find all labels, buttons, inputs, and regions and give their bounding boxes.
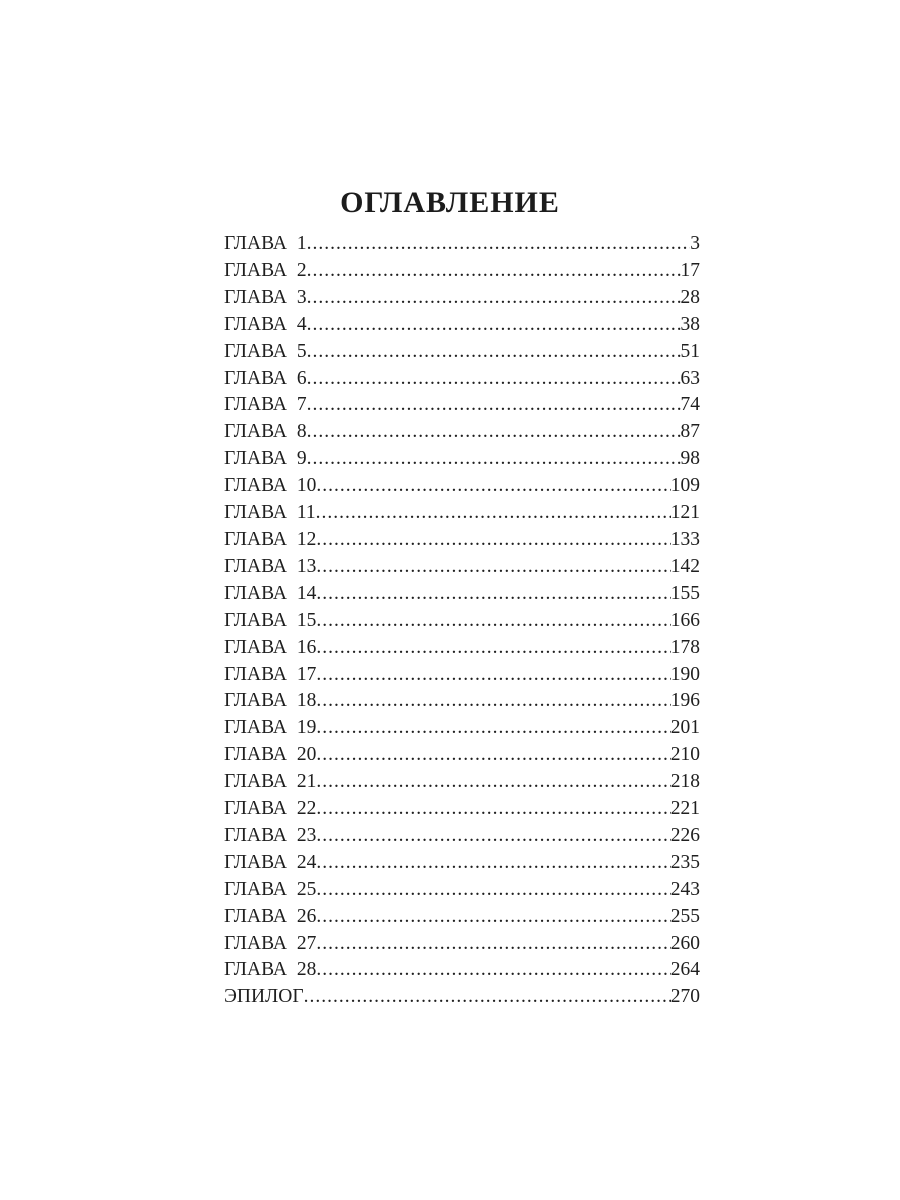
toc-entry-page-number: 166: [670, 609, 700, 631]
toc-entry-label: ГЛАВА 6: [224, 367, 307, 389]
toc-row: [224, 796, 700, 823]
toc-row: [224, 339, 700, 366]
dot-leader: [316, 850, 670, 877]
toc-entry-page-number: 63: [680, 367, 700, 389]
toc-row: [224, 823, 700, 850]
dot-leader: [307, 312, 681, 339]
toc-entry-label: ЭПИЛОГ: [224, 986, 304, 1008]
toc-row: [224, 877, 700, 904]
dot-leader: [316, 608, 670, 635]
toc-entry-label: ГЛАВА 23: [224, 824, 317, 846]
dot-leader: [316, 473, 670, 500]
toc-entry-label: ГЛАВА 26: [224, 905, 317, 927]
toc-row: [224, 931, 700, 958]
toc-row: [224, 635, 700, 662]
dot-leader: [316, 957, 670, 984]
dot-leader: [307, 285, 681, 312]
toc-row: [224, 258, 700, 285]
toc-entry-label: ГЛАВА 27: [224, 932, 317, 954]
dot-leader: [316, 742, 670, 769]
toc-entry-label: ГЛАВА 4: [224, 313, 307, 335]
dot-leader: [316, 554, 670, 581]
toc-entry-label: ГЛАВА 12: [224, 528, 317, 550]
toc-entry-label: ГЛАВА 2: [224, 259, 307, 281]
toc-entry-label: ГЛАВА 1: [224, 233, 307, 254]
toc-entry-page-number: 270: [670, 986, 700, 1008]
toc-entry-page-number: 221: [670, 798, 700, 820]
toc-row: [224, 608, 700, 635]
toc-entry-label: ГЛАВА 14: [224, 582, 317, 604]
toc-row: [224, 957, 700, 984]
toc-entry-label: ГЛАВА 18: [224, 690, 317, 712]
toc-entry-page-number: 201: [670, 717, 700, 739]
toc-entry-label: ГЛАВА 15: [224, 609, 317, 631]
toc-row: [224, 904, 700, 931]
dot-leader: [316, 581, 670, 608]
toc-entry-page-number: 260: [670, 932, 700, 954]
toc-entry-label: ГЛАВА 25: [224, 878, 317, 900]
toc-entry-page-number: 190: [670, 663, 700, 685]
table-of-contents: [224, 231, 700, 1011]
dot-leader: [316, 769, 670, 796]
toc-entry-label: ГЛАВА 17: [224, 663, 317, 685]
dot-leader: [316, 931, 670, 958]
toc-entry-page-number: 121: [670, 502, 700, 524]
toc-entry-label: ГЛАВА 28: [224, 959, 317, 981]
toc-row: [224, 984, 700, 1011]
dot-leader: [307, 339, 681, 366]
toc-entry-page-number: 196: [670, 690, 700, 712]
toc-entry-label: ГЛАВА 20: [224, 744, 317, 766]
toc-row: [224, 850, 700, 877]
toc-entry-label: ГЛАВА 11: [224, 502, 316, 524]
toc-entry-page-number: 38: [680, 313, 700, 335]
toc-entry-label: ГЛАВА 8: [224, 421, 307, 443]
toc-entry-page-number: 51: [680, 340, 700, 362]
toc-entry-page-number: 226: [670, 824, 700, 846]
dot-leader: [307, 231, 691, 258]
toc-row: [224, 473, 700, 500]
dot-leader: [316, 662, 670, 689]
dot-leader: [316, 635, 670, 662]
dot-leader: [307, 258, 681, 285]
dot-leader: [316, 904, 670, 931]
dot-leader: [316, 823, 670, 850]
toc-entry-label: ГЛАВА 3: [224, 286, 307, 308]
toc-entry-page-number: 255: [670, 905, 700, 927]
toc-row: [224, 446, 700, 473]
dot-leader: [316, 500, 671, 527]
toc-entry-page-number: 74: [680, 394, 700, 416]
toc-entry-page-number: 28: [680, 286, 700, 308]
toc-entry-page-number: 87: [680, 421, 700, 443]
toc-row: [224, 392, 700, 419]
toc-row: [224, 500, 700, 527]
toc-row: [224, 742, 700, 769]
toc-entry-page-number: 109: [670, 475, 700, 497]
toc-row: [224, 769, 700, 796]
toc-row: [224, 581, 700, 608]
toc-entry-page-number: 178: [670, 636, 700, 658]
toc-entry-label: ГЛАВА 10: [224, 475, 317, 497]
dot-leader: [316, 688, 670, 715]
toc-entry-page-number: 218: [670, 771, 700, 793]
toc-entry-label: ГЛАВА 13: [224, 555, 317, 577]
toc-entry-label: ГЛАВА 19: [224, 717, 317, 739]
toc-entry-page-number: 17: [680, 259, 700, 281]
toc-row: [224, 285, 700, 312]
toc-entry-label: ГЛАВА 22: [224, 798, 317, 820]
toc-entry-page-number: 142: [670, 555, 700, 577]
toc-entry-label: ГЛАВА 21: [224, 771, 317, 793]
dot-leader: [307, 392, 681, 419]
dot-leader: [307, 419, 681, 446]
page-title: ОГЛАВЛЕНИЕ: [340, 186, 560, 220]
dot-leader: [316, 796, 670, 823]
dot-leader: [307, 446, 681, 473]
toc-entry-page-number: 133: [670, 528, 700, 550]
dot-leader: [307, 366, 681, 393]
toc-entry-page-number: 235: [670, 851, 700, 873]
toc-entry-label: ГЛАВА 7: [224, 394, 307, 416]
toc-row: [224, 419, 700, 446]
toc-row: [224, 231, 700, 258]
toc-entry-label: ГЛАВА 9: [224, 448, 307, 470]
toc-entry-page-number: 155: [670, 582, 700, 604]
toc-entry-label: ГЛАВА 24: [224, 851, 317, 873]
toc-entry-page-number: 264: [670, 959, 700, 981]
dot-leader: [316, 877, 670, 904]
toc-row: [224, 662, 700, 689]
toc-entry-page-number: 3: [690, 233, 700, 254]
toc-row: [224, 554, 700, 581]
toc-entry-page-number: 98: [680, 448, 700, 470]
toc-row: [224, 688, 700, 715]
dot-leader: [316, 527, 670, 554]
toc-entry-page-number: 210: [670, 744, 700, 766]
toc-row: [224, 527, 700, 554]
toc-entry-label: ГЛАВА 16: [224, 636, 317, 658]
toc-entry-label: ГЛАВА 5: [224, 340, 307, 362]
toc-row: [224, 366, 700, 393]
toc-row: [224, 312, 700, 339]
toc-entry-page-number: 243: [670, 878, 700, 900]
dot-leader: [304, 984, 671, 1011]
dot-leader: [316, 715, 670, 742]
toc-row: [224, 715, 700, 742]
